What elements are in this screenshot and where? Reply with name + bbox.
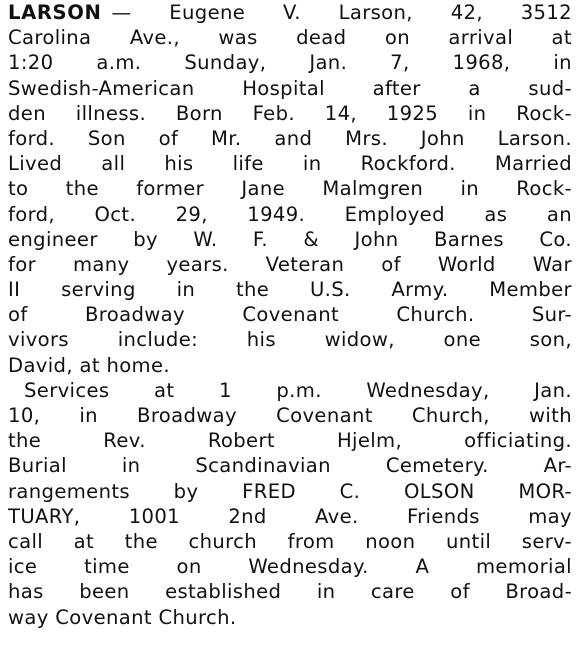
obituary-line: David, at home.	[8, 353, 170, 377]
obituary-line: TUARY, 1001 2nd Ave. Friends may	[8, 504, 572, 528]
obituary-line: 1:20 a.m. Sunday, Jan. 7, 1968, in	[8, 51, 572, 75]
obituary-line: den illness. Born Feb. 14, 1925 in Rock-	[8, 101, 572, 125]
obituary-line: rangements by FRED C. OLSON MOR-	[8, 479, 572, 503]
obituary-line: to the former Jane Malmgren in Rock-	[8, 177, 572, 201]
obituary-line: II serving in the U.S. Army. Member	[8, 278, 572, 302]
obituary-line: 10, in Broadway Covenant Church, with	[8, 404, 572, 427]
obituary-line: Carolina Ave., was dead on arrival at	[8, 26, 572, 50]
obituary-line: ice time on Wednesday. A memorial	[8, 555, 572, 579]
obituary-line: engineer by W. F. & John Barnes Co.	[8, 227, 572, 251]
obituary-line: Lived all his life in Rockford. Married	[8, 152, 572, 176]
obituary-line: for many years. Veteran of World War	[8, 252, 572, 276]
obituary-line: way Covenant Church.	[8, 605, 237, 629]
obituary-line: vivors include: his widow, one son,	[8, 328, 572, 352]
obituary-surname: LARSON	[8, 1, 102, 24]
obituary-line: ford, Oct. 29, 1949. Employed as an	[8, 202, 572, 226]
obituary-line: the Rev. Robert Hjelm, officiating.	[8, 429, 572, 453]
obituary-line: call at the church from noon until serv-	[8, 529, 572, 553]
obituary-line-text: — Eugene V. Larson, 42, 3512	[111, 1, 572, 24]
obituary-line-1	[8, 0, 572, 25]
obituary-line: of Broadway Covenant Church. Sur-	[8, 303, 572, 327]
obituary-line: has been established in care of Broad-	[8, 580, 572, 604]
obituary-line: ford. Son of Mr. and Mrs. John Larson.	[8, 126, 572, 150]
obituary-line: Swedish-American Hospital after a sud-	[8, 76, 572, 100]
obituary-paragraph-start: Services at 1 p.m. Wednesday, Jan.	[24, 378, 572, 402]
obituary-line: Burial in Scandinavian Cemetery. Ar-	[8, 454, 572, 478]
